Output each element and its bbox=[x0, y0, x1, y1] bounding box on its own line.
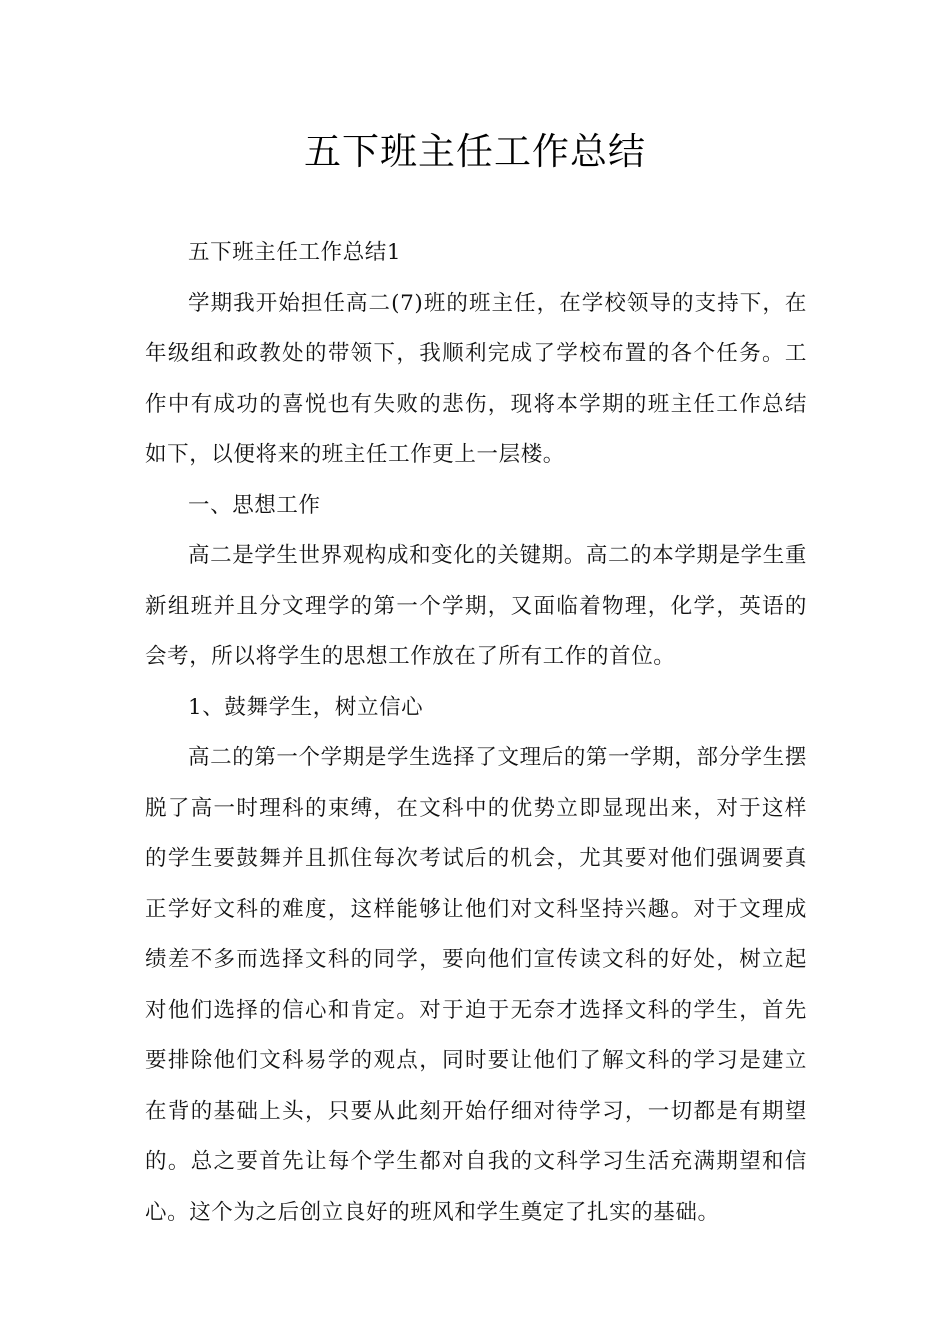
document-body bbox=[145, 228, 807, 1238]
subsection-heading: 1、鼓舞学生，树立信心 bbox=[188, 694, 424, 720]
document-title: 五下班主任工作总结 bbox=[304, 130, 646, 173]
subtitle-paragraph: 五下班主任工作总结1 bbox=[188, 240, 402, 265]
body-paragraph: 学期我开始担任高二(7)班的班主任，在学校领导的支持下，在年级组和政教处的带领下，我顺利完成了学校布置的各个任务。工作中有成功的喜悦也有失败的悲伤，现将本学期的班主任工作总结如下，以便将来的班主任工作更上一层楼。 bbox=[145, 290, 807, 467]
body-paragraph: 高二是学生世界观构成和变化的关键期。高二的本学期是学生重新组班并且分文理学的第一个学期，又面临着物理，化学，英语的会考，所以将学生的思想工作放在了所有工作的首位。 bbox=[145, 543, 807, 669]
section-heading: 一、思想工作 bbox=[188, 492, 321, 518]
body-paragraph: 高二的第一个学期是学生选择了文理后的第一学期，部分学生摆脱了高一时理科的束缚，在文科中的优势立即显现出来，对于这样的学生要鼓舞并且抓住每次考试后的机会，尤其要对他们强调要真正学好文科的难度，这样能够让他们对文科坚持兴趣。对于文理成绩差不多而选择文科的同学，要向他们宣传读文科的好处，树立起对他们选择的信心和肯定。对于迫于无奈才选择文科的学生，首先要排除他们文科易学的观点，同时要让他们了解文科的学习是建立在背的基础上头，只要从此刻开始仔细对待学习，一切都是有期望的。总之要首先让每个学生都对自我的文科学习生活充满期望和信心。这个为之后创立良好的班风和学生奠定了扎实的基础。 bbox=[145, 745, 807, 1225]
